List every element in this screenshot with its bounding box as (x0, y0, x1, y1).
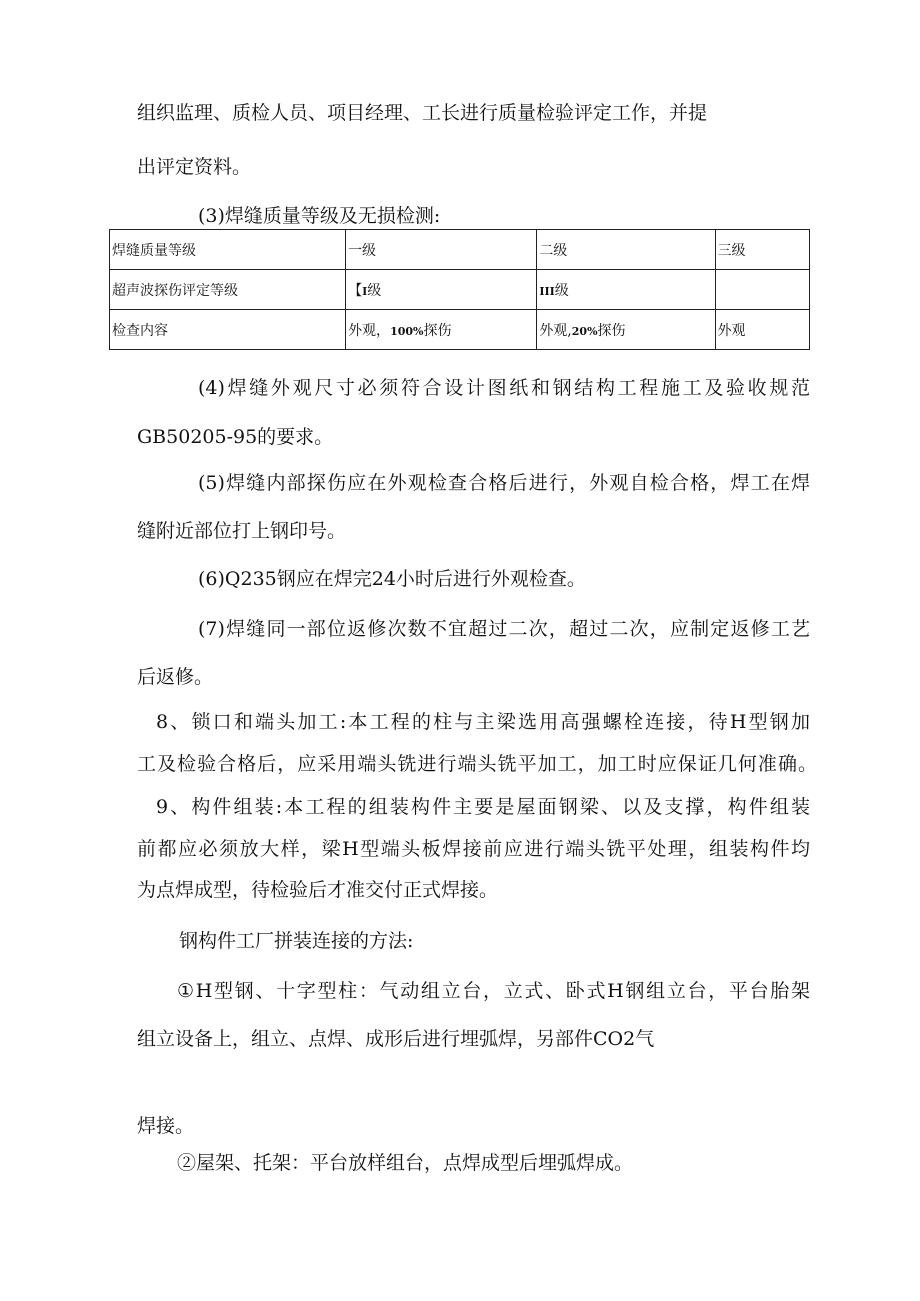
table-cell: 二级 (537, 230, 715, 270)
paragraph-line: 前都应必须放大样，梁H型端头板焊接前应进行端头铣平处理，组装构件均 (137, 838, 810, 860)
table-row (110, 310, 810, 350)
table-cell (346, 270, 537, 310)
paragraph-line: (7)焊缝同一部位返修次数不宜超过二次，超过二次，应制定返修工艺 (198, 618, 810, 640)
paragraph-line: 9、构件组装:本工程的组装构件主要是屋面钢梁、以及支撑，构件组装 (156, 796, 810, 818)
cell-text: III (539, 284, 555, 298)
paragraph-line: 组立设备上，组立、点焊、成形后进行埋弧焊，另部件CO2气 (137, 1028, 655, 1050)
paragraph-line: (4)焊缝外观尺寸必须符合设计图纸和钢结构工程施工及验收规范 (198, 377, 810, 399)
table-cell (537, 310, 715, 350)
paragraph-line: ②屋架、托架：平台放样组台，点焊成型后埋弧焊成。 (177, 1152, 634, 1174)
table-cell: 三级 (715, 230, 809, 270)
cell-text: 探伤 (423, 322, 452, 339)
table-cell: 检查内容 (110, 310, 346, 350)
paragraph-line: 钢构件工厂拼装连接的方法: (179, 930, 414, 952)
section-heading: (3)焊缝质量等级及无损检测: (198, 205, 441, 227)
table-cell (715, 270, 809, 310)
paragraph-line: 出评定资料。 (137, 156, 252, 178)
paragraph-line: 8、锁口和端头加工:本工程的柱与主梁选用高强螺栓连接，待H型钢加 (156, 711, 810, 733)
cell-text: 外观, (539, 322, 572, 339)
paragraph-line: (6)Q235钢应在焊完24小时后进行外观检查。 (198, 568, 586, 590)
table-row (110, 230, 810, 270)
paragraph-line: 后返修。 (137, 666, 214, 688)
table-cell: 外观 (715, 310, 809, 350)
cell-text: 级 (554, 282, 569, 299)
cell-text: 100% (390, 324, 424, 338)
paragraph-line: ①H型钢、十字型柱：气动组立台，立式、卧式H钢组立台，平台胎架 (177, 980, 810, 1002)
cell-text: 外观， (348, 322, 391, 339)
paragraph-line: 焊接。 (137, 1115, 195, 1137)
paragraph-line: 为点焊成型，待检验后才准交付正式焊接。 (137, 879, 499, 901)
cell-text: 级 (367, 282, 382, 299)
cell-text: 20% (571, 324, 598, 338)
table-cell: 焊缝质量等级 (110, 230, 346, 270)
table-cell: 一级 (346, 230, 537, 270)
cell-text: 探伤 (597, 322, 626, 339)
paragraph-line: (5)焊缝内部探伤应在外观检查合格后进行，外观自检合格，焊工在焊 (198, 472, 810, 494)
paragraph-line: 工及检验合格后，应采用端头铣进行端头铣平加工，加工时应保证几何准确。 (137, 753, 817, 775)
cell-text: I (362, 284, 368, 298)
table-cell: 超声波探伤评定等级 (110, 270, 346, 310)
table-cell (346, 310, 537, 350)
weld-quality-table (109, 229, 810, 350)
cell-text: 【 (348, 282, 363, 299)
paragraph-line: 缝附近部位打上钢印号。 (137, 520, 347, 542)
paragraph-line: GB50205-95的要求。 (137, 426, 334, 448)
table-cell (537, 270, 715, 310)
table-row (110, 270, 810, 310)
paragraph-line: 组织监理、质检人员、项目经理、工长进行质量检验评定工作，并提 (137, 102, 708, 124)
